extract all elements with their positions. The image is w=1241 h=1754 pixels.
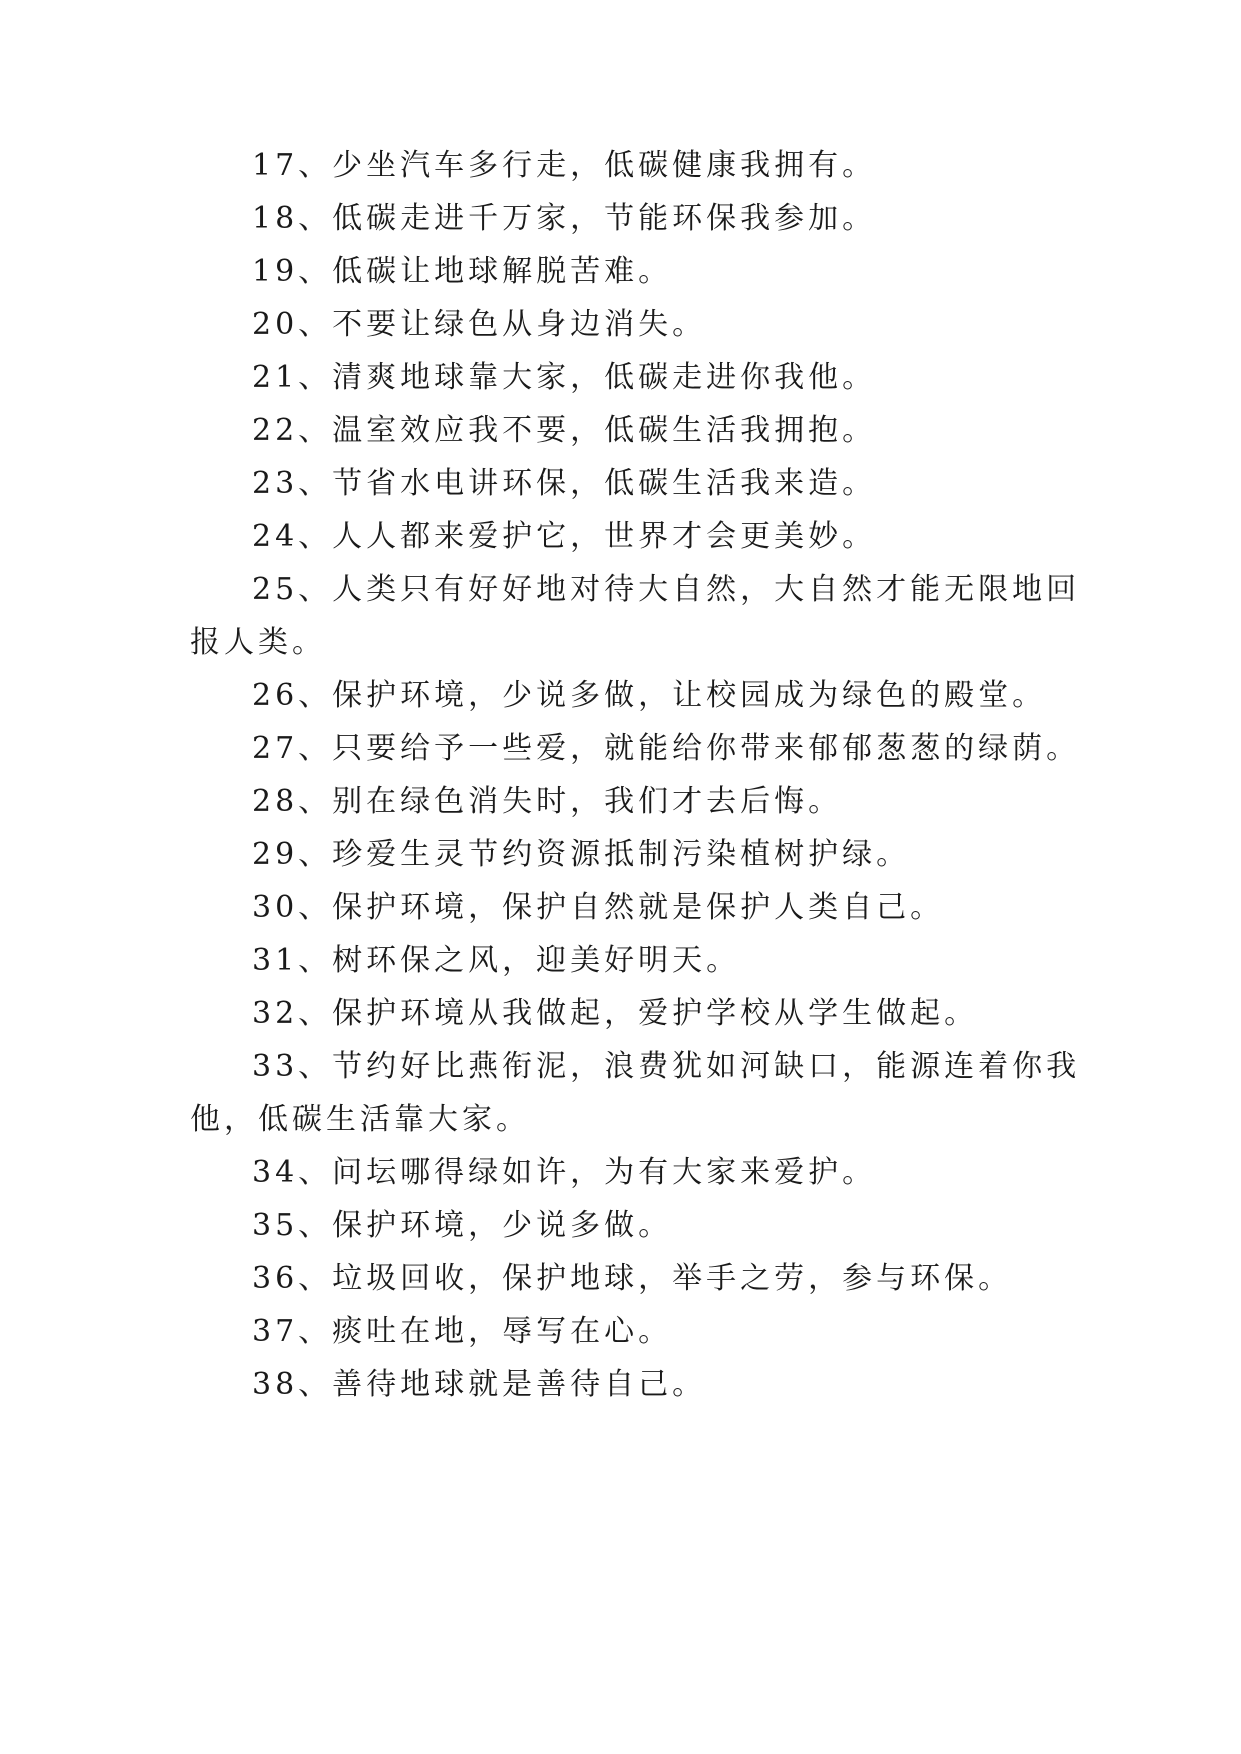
list-item: 19、低碳让地球解脱苦难。 xyxy=(252,254,673,289)
list-item: 32、保护环境从我做起，爱护学校从学生做起。 xyxy=(252,996,979,1031)
list-item: 21、清爽地球靠大家，低碳走进你我他。 xyxy=(252,360,877,395)
list-item: 35、保护环境，少说多做。 xyxy=(252,1208,673,1243)
list-item: 33、节约好比燕衔泥，浪费犹如河缺口，能源连着你我 xyxy=(252,1049,1081,1084)
list-item: 23、节省水电讲环保，低碳生活我来造。 xyxy=(252,466,877,501)
list-item: 22、温室效应我不要，低碳生活我拥抱。 xyxy=(252,413,877,448)
list-item: 38、善待地球就是善待自己。 xyxy=(252,1367,707,1402)
list-item-continuation: 他，低碳生活靠大家。 xyxy=(190,1102,530,1137)
list-item: 37、痰吐在地，辱写在心。 xyxy=(252,1314,673,1349)
list-item: 28、别在绿色消失时，我们才去后悔。 xyxy=(252,784,843,819)
list-item: 17、少坐汽车多行走，低碳健康我拥有。 xyxy=(252,148,877,183)
list-item: 27、只要给予一些爱，就能给你带来郁郁葱葱的绿荫。 xyxy=(252,731,1081,766)
list-item: 36、垃圾回收，保护地球，举手之劳，参与环保。 xyxy=(252,1261,1013,1296)
list-item: 34、问坛哪得绿如许，为有大家来爱护。 xyxy=(252,1155,877,1190)
list-item: 26、保护环境，少说多做，让校园成为绿色的殿堂。 xyxy=(252,678,1047,713)
list-item: 18、低碳走进千万家，节能环保我参加。 xyxy=(252,201,877,236)
list-item: 24、人人都来爱护它，世界才会更美妙。 xyxy=(252,519,877,554)
list-item: 31、树环保之风，迎美好明天。 xyxy=(252,943,741,978)
list-item: 20、不要让绿色从身边消失。 xyxy=(252,307,707,342)
list-item: 29、珍爱生灵节约资源抵制污染植树护绿。 xyxy=(252,837,911,872)
list-item: 30、保护环境，保护自然就是保护人类自己。 xyxy=(252,890,945,925)
list-item: 25、人类只有好好地对待大自然，大自然才能无限地回 xyxy=(252,572,1081,607)
list-item-continuation: 报人类。 xyxy=(190,625,326,660)
